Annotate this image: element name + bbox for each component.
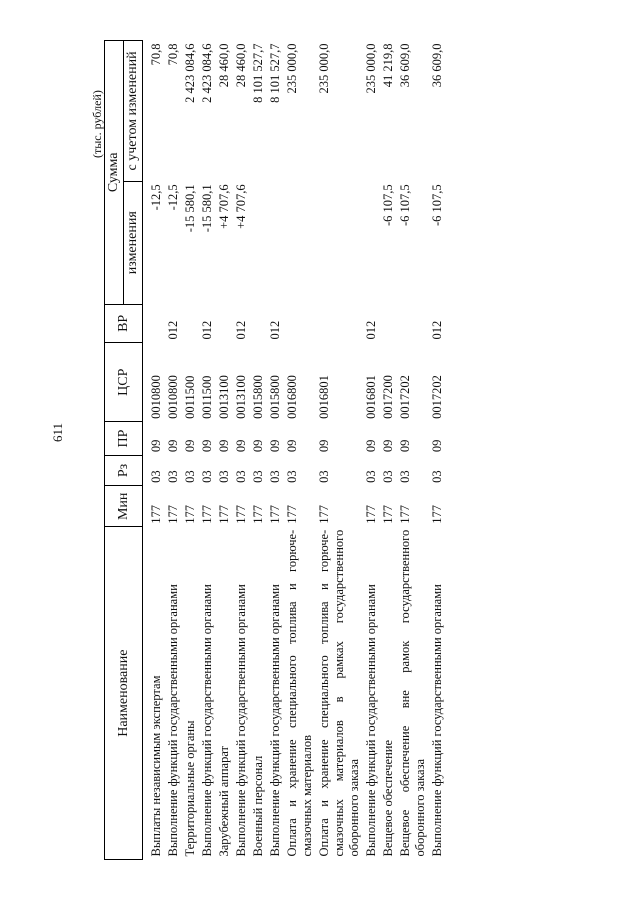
row-name: Выполнение функций государственными органами [430,584,444,857]
row-total: 2 423 084,6 [200,43,214,103]
row-csr: 0017202 [430,375,444,419]
table-row [250,41,267,860]
row-vr: 012 [268,320,282,340]
row-vr [380,304,397,342]
row-change: +4 707,6 [217,184,231,229]
row-rz: 03 [251,470,265,483]
row-total: 235 000,0 [285,43,299,94]
row-rz: 03 [430,470,444,483]
row-min: 177 [234,505,248,524]
row-min: 177 [200,505,214,524]
header-csr: ЦСР [105,343,143,422]
row-vr: 012 [430,320,444,340]
row-pr: 09 [183,439,197,453]
header-row [105,41,124,860]
row-min: 177 [183,505,197,524]
row-min: 177 [268,505,282,524]
row-name: Выполнение функций государственными органами [166,584,180,857]
row-pr: 09 [200,439,214,453]
row-vr [182,304,199,342]
table-row [216,41,233,860]
page-number: 611 [50,422,65,442]
table-row [199,41,216,860]
row-name: Выполнение функций государственными органами [234,584,248,857]
row-total: 235 000,0 [317,43,331,94]
row-change [267,181,284,304]
row-change: -12,5 [166,184,180,211]
row-csr: 0016801 [317,375,331,419]
row-rz: 03 [381,470,395,483]
row-name: Военный персонал [251,755,265,857]
table-row [284,41,316,860]
row-vr: 012 [200,320,214,340]
table-row [165,41,182,860]
row-csr: 0015800 [251,375,265,419]
row-change: -15 580,1 [183,184,197,233]
row-total: 8 101 527,7 [268,43,282,103]
header-pr: ПР [105,422,143,455]
row-change [284,181,316,304]
row-vr [284,304,316,342]
row-pr: 09 [285,439,299,453]
row-pr: 09 [381,439,395,453]
row-vr [316,304,363,342]
table-row [182,41,199,860]
row-pr: 09 [430,439,444,453]
row-total: 36 609,0 [398,43,412,88]
row-name: Вещевое обеспечение вне рамок государственного оборонного заказа [398,529,427,857]
row-min: 177 [251,505,265,524]
row-pr: 09 [234,439,248,453]
table-row [363,41,380,860]
table-row [380,41,397,860]
header-with-change: с учетом изменений [124,41,143,182]
row-change: -6 107,5 [381,184,395,226]
row-rz: 03 [183,470,197,483]
row-csr: 0017202 [398,375,412,419]
table-row [267,41,284,860]
header-min: Мин [105,486,143,527]
row-total: 70,8 [166,43,180,66]
row-change: -12,5 [149,184,163,211]
row-min: 177 [364,505,378,524]
row-name: Выплаты независимым экспертам [149,675,163,857]
row-csr: 0013100 [217,375,231,419]
header-rz: Рз [105,455,143,486]
row-pr: 09 [398,439,412,453]
row-vr: 012 [166,320,180,340]
row-total: 41 219,8 [381,43,395,88]
row-pr: 09 [217,439,231,453]
row-change [250,181,267,304]
row-name: Зарубежный аппарат [217,745,231,857]
row-pr: 09 [149,439,163,453]
row-total: 235 000,0 [364,43,378,94]
row-total: 28 460,0 [234,43,248,88]
row-vr [250,304,267,342]
row-min: 177 [285,505,299,524]
row-total: 36 609,0 [430,43,444,88]
row-vr [143,304,166,342]
row-total: 70,8 [149,43,163,66]
row-rz: 03 [317,470,331,483]
row-total: 28 460,0 [217,43,231,88]
table-row [233,41,250,860]
row-pr: 09 [268,439,282,453]
row-csr: 0017200 [381,375,395,419]
header-name: Наименование [105,527,143,860]
row-min: 177 [430,505,444,524]
row-csr: 0015800 [268,375,282,419]
table-row [429,41,446,860]
row-csr: 0011500 [200,375,214,419]
row-name: Территориальные органы [183,720,197,857]
row-csr: 0010800 [166,375,180,419]
header-change: изменения [124,181,143,304]
units-label: (тыс. рублей) [90,90,104,158]
row-min: 177 [317,505,331,524]
row-name: Вещевое обеспечение [381,740,395,857]
row-total: 2 423 084,6 [183,43,197,103]
table-body [143,41,447,860]
row-change: +4 707,6 [234,184,248,229]
row-name: Оплата и хранение специального топлива и горюче-смазочных материалов в рамках государственного оборонного заказа [317,529,361,857]
row-csr: 0016801 [364,375,378,419]
row-min: 177 [166,505,180,524]
row-csr: 0013100 [234,375,248,419]
row-pr: 09 [251,439,265,453]
row-total: 8 101 527,7 [251,43,265,103]
row-pr: 09 [166,439,180,453]
row-min: 177 [381,505,395,524]
row-rz: 03 [398,470,412,483]
row-change [363,181,380,304]
budget-table [104,40,446,860]
row-name: Выполнение функций государственными органами [200,584,214,857]
row-change: -6 107,5 [398,184,412,226]
row-pr: 09 [364,439,378,453]
table-row [143,41,166,860]
row-csr: 0010800 [149,375,163,419]
row-change: -6 107,5 [430,184,444,226]
row-csr: 0011500 [183,375,197,419]
row-pr: 09 [317,439,331,453]
row-rz: 03 [268,470,282,483]
row-rz: 03 [200,470,214,483]
rotated-page-content [90,40,590,860]
row-change [316,181,363,304]
row-rz: 03 [217,470,231,483]
table-row [316,41,363,860]
row-vr [397,304,429,342]
row-vr: 012 [234,320,248,340]
row-name: Выполнение функций государственными органами [364,584,378,857]
header-sum: Сумма [105,41,124,305]
row-rz: 03 [364,470,378,483]
row-vr: 012 [364,320,378,340]
row-name: Оплата и хранение специального топлива и горюче-смазочных материалов [285,529,314,857]
row-rz: 03 [166,470,180,483]
row-min: 177 [149,505,163,524]
row-vr [216,304,233,342]
row-change: -15 580,1 [200,184,214,233]
row-rz: 03 [234,470,248,483]
row-rz: 03 [149,470,163,483]
header-vr: ВР [105,304,143,342]
row-rz: 03 [285,470,299,483]
row-min: 177 [217,505,231,524]
table-row [397,41,429,860]
row-min: 177 [398,505,412,524]
row-name: Выполнение функций государственными органами [268,584,282,857]
row-csr: 0016800 [285,375,299,419]
